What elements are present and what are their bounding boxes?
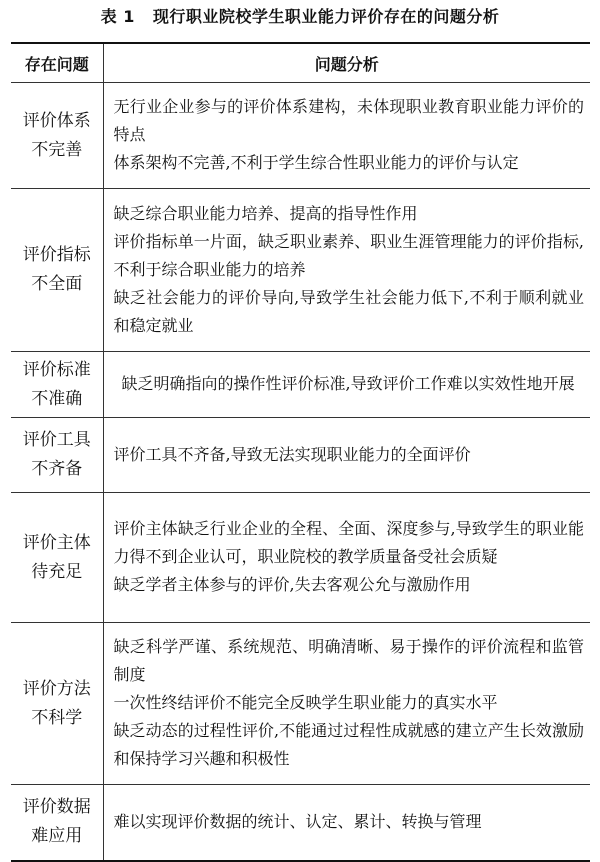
problem-line: 待充足	[31, 561, 83, 582]
analysis-item: 缺乏明确指向的操作性评价标准,导致评价工作难以实效性地开展	[121, 374, 575, 393]
problem-line: 评价方法	[22, 678, 91, 699]
problem-cell	[11, 352, 103, 418]
analysis-item: 体系架构不完善,不利于学生综合性职业能力的评价与认定	[113, 153, 519, 172]
problem-analysis-table	[11, 42, 590, 862]
analysis-item: 难以实现评价数据的统计、认定、累计、转换与管理	[113, 811, 482, 831]
problem-cell	[11, 189, 103, 352]
analysis-item: 一次性终结评价不能完全反映学生职业能力的真实水平	[113, 693, 498, 712]
analysis-item: 缺乏动态的过程性评价,不能通过过程性成就感的建立产生长效激励和保持学习兴趣和积极性	[113, 721, 584, 768]
problem-line: 不科学	[31, 707, 83, 728]
analysis-item: 评价主体缺乏行业企业的全程、全面、深度参与,导致学生的职业能力得不到企业认可，职业院校的教学质量备受社会质疑	[113, 519, 584, 566]
table-row	[11, 493, 590, 623]
analysis-item: 缺乏社会能力的评价导向,导致学生社会能力低下,不利于顺利就业和稳定就业	[113, 287, 584, 335]
analysis-cell	[103, 418, 590, 493]
analysis-cell	[103, 623, 590, 785]
header-problem: 存在问题	[11, 43, 103, 83]
header-row	[11, 43, 590, 83]
problem-line: 评价主体	[22, 532, 91, 553]
header-analysis: 问题分析	[103, 43, 590, 83]
table-title: 现行职业院校学生职业能力评价存在的问题分析	[152, 7, 500, 26]
analysis-item: 缺乏科学严谨、系统规范、明确清晰、易于操作的评价流程和监管制度	[113, 637, 584, 684]
problem-line: 评价标准	[22, 359, 91, 380]
analysis-cell	[103, 83, 590, 189]
analysis-cell	[103, 785, 590, 861]
table-row	[11, 189, 590, 352]
analysis-item: 缺乏学者主体参与的评价,失去客观公允与激励作用	[113, 575, 471, 594]
problem-line: 不完善	[31, 139, 83, 160]
table-number: 表 1	[100, 7, 135, 26]
problem-line: 不齐备	[31, 459, 83, 479]
analysis-item: 无行业企业参与的评价体系建构，未体现职业教育职业能力评价的特点	[113, 97, 584, 144]
problem-cell	[11, 493, 103, 623]
table-row	[11, 83, 590, 189]
analysis-item: 缺乏综合职业能力培养、提高的指导性作用	[113, 203, 418, 223]
problem-cell	[11, 418, 103, 493]
analysis-cell	[103, 352, 590, 418]
table-row	[11, 418, 590, 493]
analysis-cell	[103, 189, 590, 352]
problem-line: 不全面	[31, 274, 83, 294]
table-row	[11, 352, 590, 418]
problem-cell	[11, 785, 103, 861]
table-row	[11, 785, 590, 861]
problem-line: 评价数据	[22, 797, 91, 818]
table-caption	[0, 6, 600, 28]
analysis-item: 评价指标单一片面，缺乏职业素养、职业生涯管理能力的评价指标,不利于综合职业能力的培养	[113, 231, 584, 279]
problem-line: 难应用	[31, 826, 83, 847]
problem-line: 评价体系	[22, 110, 91, 131]
analysis-item: 评价工具不齐备,导致无法实现职业能力的全面评价	[113, 444, 471, 464]
problem-line: 评价指标	[22, 245, 91, 265]
problem-line: 不准确	[31, 388, 83, 409]
problem-cell	[11, 83, 103, 189]
problem-cell	[11, 623, 103, 785]
problem-line: 评价工具	[22, 430, 91, 450]
table-row	[11, 623, 590, 785]
analysis-cell	[103, 493, 590, 623]
